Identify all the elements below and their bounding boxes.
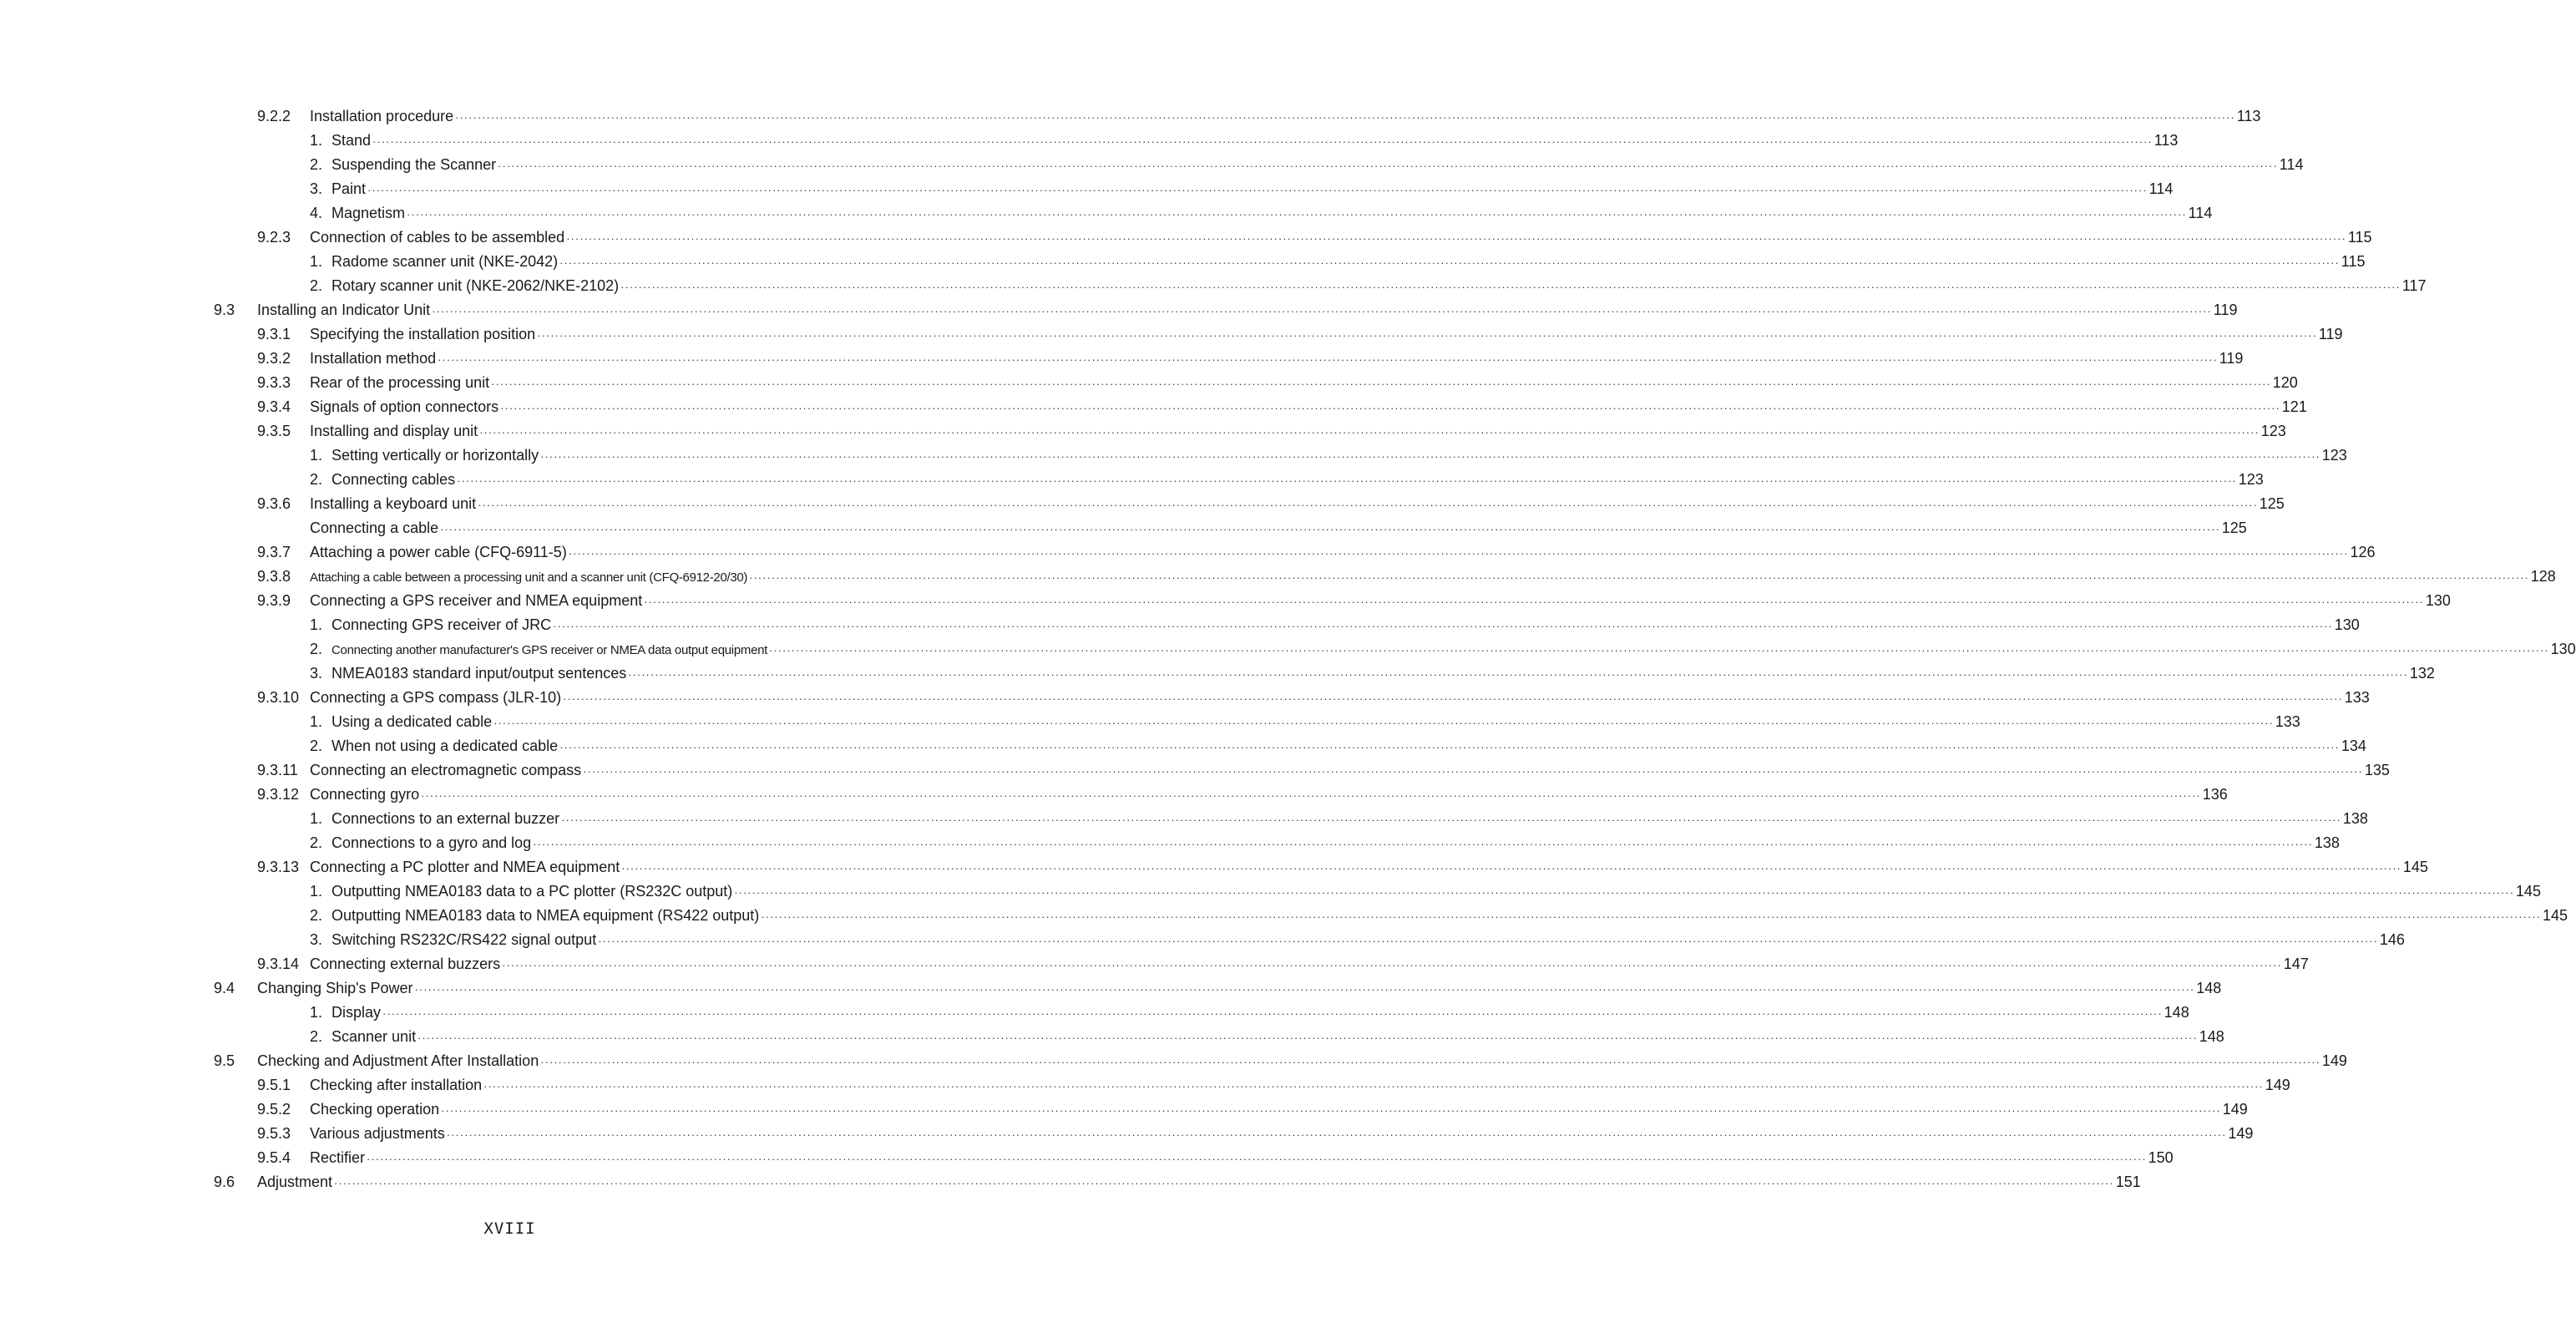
- toc-entry-number: 3.: [310, 931, 323, 948]
- toc-entry-title: Connecting a GPS compass (JLR-10): [310, 689, 562, 706]
- toc-entry-title: Connecting a GPS receiver and NMEA equipment: [310, 592, 643, 609]
- toc-entry-title: Outputting NMEA0183 data to NMEA equipment (RS422 output): [331, 907, 760, 924]
- toc-entry-title: Connecting GPS receiver of JRC: [331, 616, 552, 633]
- page-number: XVIII: [483, 1219, 536, 1238]
- toc-entry-title: Rotary scanner unit (NKE-2062/NKE-2102): [331, 277, 620, 294]
- toc-entry-number: 9.3.10: [257, 689, 300, 706]
- dot-leader: ················································································································································································································································································································································································································: [563, 692, 2343, 705]
- toc-entry-number: 9.3.5: [257, 423, 291, 439]
- toc-entry-page: 121: [2281, 398, 2307, 415]
- toc-entry-page: 115: [2341, 253, 2366, 270]
- toc-entry-number: 9.3.4: [257, 398, 291, 415]
- toc-entry: [0, 976, 2222, 1001]
- dot-leader: ················································································································································································································································································································································································································: [498, 160, 2278, 172]
- toc-entry-title: Setting vertically or horizontally: [331, 447, 539, 464]
- toc-entry: [0, 444, 2347, 468]
- dot-leader: ················································································································································································································································································································································································································: [440, 523, 2220, 535]
- toc-entry-number: 1.: [310, 253, 323, 270]
- toc-entry-number: 2.: [310, 471, 323, 488]
- toc-entry-title: Specifying the installation position: [310, 326, 536, 342]
- toc-entry-title: Using a dedicated cable: [331, 713, 493, 730]
- toc-entry-title: Checking and Adjustment After Installation: [257, 1052, 539, 1069]
- toc-entry-page: 150: [2148, 1149, 2174, 1166]
- dot-leader: ················································································································································································································································································································································································································: [432, 305, 2212, 317]
- toc-entry-page: 119: [2318, 326, 2343, 342]
- toc-entry: [0, 807, 2368, 831]
- dot-leader: ················································································································································································································································································································································································································: [568, 547, 2349, 560]
- toc-entry-number: 1.: [310, 447, 323, 464]
- toc-entry: [0, 1025, 2224, 1049]
- toc-entry-number: 2.: [310, 277, 323, 294]
- toc-entry-title: Suspending the Scanner: [331, 156, 497, 173]
- toc-entry: [0, 1097, 2248, 1122]
- toc-entry-page: 119: [2219, 350, 2244, 367]
- dot-leader: ················································································································································································································································································································································································································: [644, 596, 2424, 608]
- toc-entry: [0, 322, 2343, 347]
- toc-entry: [0, 371, 2298, 395]
- toc-entry-title: Attaching a cable between a processing unit and a scanner unit (CFQ-6912-20/30): [310, 570, 748, 585]
- toc-entry: [0, 734, 2366, 758]
- toc-entry-title: Paint: [331, 180, 367, 197]
- dot-leader: ················································································································································································································································································································································································································: [367, 1153, 2147, 1165]
- toc-entry-number: 9.5.4: [257, 1149, 291, 1166]
- toc-entry-number: 9.3.13: [257, 859, 300, 875]
- toc-entry-page: 128: [2530, 568, 2556, 585]
- toc-entry: [0, 129, 2179, 153]
- toc-entry-number: 3.: [310, 180, 323, 197]
- toc-entry-page: 125: [2259, 495, 2285, 512]
- toc-entry: [0, 783, 2228, 807]
- toc-entry-title: Adjustment: [257, 1174, 333, 1190]
- toc-entry-page: 114: [2188, 205, 2213, 221]
- dot-leader: ················································································································································································································································································································································································································: [446, 1128, 2227, 1141]
- toc-entry-page: 120: [2272, 374, 2298, 391]
- toc-entry-title: Connecting external buzzers: [310, 956, 501, 972]
- toc-entry-title: Various adjustments: [310, 1125, 445, 1142]
- toc-entry-page: 134: [2341, 738, 2366, 754]
- toc-entry-title: Stand: [331, 132, 372, 149]
- toc-entry: [0, 104, 2261, 129]
- dot-leader: ················································································································································································································································································································································································································: [559, 741, 2340, 753]
- toc-entry-number: 9.2.2: [257, 108, 291, 124]
- toc-entry-title: Installing and display unit: [310, 423, 478, 439]
- toc-entry-number: 9.5.2: [257, 1101, 291, 1118]
- toc-entry-page: 115: [2347, 229, 2372, 246]
- toc-entry: [0, 250, 2366, 274]
- dot-leader: ················································································································································································································································································································································································································: [438, 353, 2218, 366]
- toc-entry-title: Rear of the processing unit: [310, 374, 490, 391]
- dot-leader: ················································································································································································································································································································································································································: [559, 256, 2340, 269]
- dot-leader: ················································································································································································································································································································································································································: [478, 499, 2258, 511]
- toc-entry-title: Attaching a power cable (CFQ-6911-5): [310, 544, 567, 560]
- toc-entry-page: 135: [2364, 762, 2390, 778]
- dot-leader: ················································································································································································································································································································································································································: [483, 1080, 2264, 1092]
- dot-leader: ················································································································································································································································································································································································································: [334, 1177, 2114, 1189]
- toc-entry-number: 9.3: [214, 302, 235, 318]
- toc-entry-number: 9.3.1: [257, 326, 291, 342]
- toc-entry-page: 149: [2228, 1125, 2254, 1142]
- toc-entry-page: 113: [2153, 132, 2179, 149]
- toc-entry-page: 145: [2542, 907, 2568, 924]
- toc-entry-number: 1.: [310, 1004, 323, 1021]
- toc-entry: [0, 177, 2174, 201]
- toc-entry-page: 148: [2199, 1028, 2224, 1045]
- toc-entry: [0, 565, 2556, 589]
- dot-leader: ················································································································································································································································································································································································································: [407, 208, 2187, 221]
- toc-entry-title: Installing an Indicator Unit: [257, 302, 431, 318]
- toc-entry-page: 130: [2425, 592, 2451, 609]
- toc-entry-title: Display: [331, 1004, 382, 1021]
- toc-entry-number: 2.: [310, 641, 323, 657]
- dot-leader: ················································································································································································································································································································································································································: [749, 571, 2529, 584]
- dot-leader: ················································································································································································································································································································································································································: [734, 886, 2514, 899]
- toc-entry-page: 145: [2402, 859, 2428, 875]
- toc-entry-page: 125: [2221, 520, 2247, 536]
- toc-entry-number: 9.3.11: [257, 762, 298, 778]
- toc-entry-page: 138: [2314, 834, 2340, 851]
- toc-entry: [0, 1170, 2141, 1194]
- toc-entry: [0, 1146, 2174, 1170]
- toc-entry: [0, 1001, 2189, 1025]
- toc-entry-number: 9.2.3: [257, 229, 291, 246]
- toc-entry-title: Connecting a cable: [310, 520, 439, 536]
- dot-leader: ················································································································································································································································································································································································································: [553, 620, 2333, 632]
- toc-entry-title: Changing Ship's Power: [257, 980, 413, 996]
- toc-entry-title: Magnetism: [331, 205, 406, 221]
- toc-entry-page: 114: [2279, 156, 2304, 173]
- toc-entry: [0, 153, 2304, 177]
- toc-entry-page: 123: [2260, 423, 2286, 439]
- toc-entry-page: 136: [2202, 786, 2228, 803]
- toc-entry: [0, 831, 2340, 855]
- toc-entry-number: 9.3.9: [257, 592, 291, 609]
- dot-leader: ················································································································································································································································································································································································································: [457, 474, 2237, 487]
- toc-entry: [0, 952, 2309, 976]
- toc-entry-title: Checking operation: [310, 1101, 440, 1118]
- toc-entry-page: 147: [2283, 956, 2309, 972]
- dot-leader: ················································································································································································································································································································································································································: [533, 838, 2313, 850]
- toc-entry-title: Rectifier: [310, 1149, 366, 1166]
- toc-entry-page: 123: [2321, 447, 2347, 464]
- toc-entry-title: NMEA0183 standard input/output sentences: [331, 665, 627, 682]
- toc-entry-title: Switching RS232C/RS422 signal output: [331, 931, 597, 948]
- dot-leader: ················································································································································································································································································································································································································: [628, 668, 2408, 681]
- dot-leader: ················································································································································································································································································································································································································: [455, 111, 2235, 124]
- dot-leader: ················································································································································································································································································································································································································: [620, 281, 2401, 293]
- toc-entry-number: 9.3.6: [257, 495, 291, 512]
- toc-entry: [0, 1073, 2290, 1097]
- toc-entry-title: Connecting cables: [331, 471, 456, 488]
- toc-entry-number: 3.: [310, 665, 323, 682]
- dot-leader: ················································································································································································································································································································································································································: [621, 862, 2401, 874]
- dot-leader: ················································································································································································································································································································································································································: [479, 426, 2260, 438]
- toc-entry: [0, 1049, 2347, 1073]
- toc-entry-number: 2.: [310, 907, 323, 924]
- dot-leader: ················································································································································································································································································································································································································: [598, 935, 2378, 947]
- dot-leader: ················································································································································································································································································································································································································: [761, 910, 2541, 923]
- dot-leader: ················································································································································································································································································································································································································: [414, 983, 2195, 996]
- toc-entry: [0, 395, 2307, 419]
- toc-entry-title: Installing a keyboard unit: [310, 495, 477, 512]
- toc-entry: [0, 1122, 2254, 1146]
- toc-entry: [0, 637, 2576, 662]
- toc-entry: [0, 758, 2390, 783]
- toc-entry: [0, 613, 2360, 637]
- toc-entry: [0, 468, 2264, 492]
- toc-entry-page: 130: [2550, 641, 2576, 657]
- toc-entry-title: Installation procedure: [310, 108, 454, 124]
- toc-entry-number: 9.4: [214, 980, 235, 996]
- toc-entry-title: Scanner unit: [331, 1028, 417, 1045]
- dot-leader: ················································································································································································································································································································································································································: [561, 814, 2341, 826]
- toc-entry-page: 126: [2350, 544, 2376, 560]
- toc-entry-number: 2.: [310, 738, 323, 754]
- toc-entry: [0, 855, 2428, 880]
- toc-entry-title: Connecting gyro: [310, 786, 420, 803]
- toc-entry: [0, 226, 2372, 250]
- toc-entry-page: 151: [2115, 1174, 2141, 1190]
- toc-entry-number: 1.: [310, 810, 323, 827]
- toc-entry-title: Connecting another manufacturer's GPS receiver or NMEA data output equipment: [331, 643, 768, 657]
- toc-entry: [0, 492, 2285, 516]
- dot-leader: ················································································································································································································································································································································································································: [382, 1007, 2163, 1020]
- toc-entry-number: 1.: [310, 713, 323, 730]
- toc-entry-number: 9.5.3: [257, 1125, 291, 1142]
- toc-entry: [0, 516, 2247, 540]
- toc-entry-title: Connecting an electromagnetic compass: [310, 762, 582, 778]
- toc-entry-number: 1.: [310, 132, 323, 149]
- toc-entry: [0, 201, 2213, 226]
- toc-entry: [0, 880, 2541, 904]
- toc-entry-title: Connection of cables to be assembled: [310, 229, 565, 246]
- dot-leader: ················································································································································································································································································································································································································: [441, 1104, 2221, 1117]
- toc-entry-title: Connections to a gyro and log: [331, 834, 532, 851]
- toc-entry-title: Connections to an external buzzer: [331, 810, 560, 827]
- toc-entry-title: Connecting a PC plotter and NMEA equipment: [310, 859, 620, 875]
- toc-entry-number: 9.3.7: [257, 544, 291, 560]
- toc-entry-number: 1.: [310, 616, 323, 633]
- toc-entry-number: 4.: [310, 205, 323, 221]
- toc-entry-page: 130: [2334, 616, 2360, 633]
- toc-entry-page: 149: [2321, 1052, 2347, 1069]
- toc-entry-page: 146: [2379, 931, 2405, 948]
- toc-entry: [0, 274, 2427, 298]
- toc-entry-title: Checking after installation: [310, 1077, 483, 1093]
- dot-leader: ················································································································································································································································································································································································································: [502, 959, 2282, 971]
- dot-leader: ················································································································································································································································································································································································································: [566, 232, 2346, 245]
- toc-entry: [0, 710, 2300, 734]
- dot-leader: ················································································································································································································································································································································································································: [537, 329, 2317, 342]
- toc-entry: [0, 589, 2451, 613]
- dot-leader: ················································································································································································································································································································································································································: [540, 450, 2320, 463]
- toc-entry-title: Radome scanner unit (NKE-2042): [331, 253, 559, 270]
- toc-entry: [0, 904, 2568, 928]
- dot-leader: ················································································································································································································································································································································································································: [769, 644, 2549, 656]
- dot-leader: ················································································································································································································································································································································································································: [367, 184, 2148, 196]
- toc-entry-page: 149: [2265, 1077, 2290, 1093]
- dot-leader: ················································································································································································································································································································································································································: [500, 402, 2280, 414]
- toc-entry: [0, 686, 2370, 710]
- toc-entry-number: 9.5: [214, 1052, 235, 1069]
- toc-entry-title: When not using a dedicated cable: [331, 738, 559, 754]
- toc-entry-page: 138: [2342, 810, 2368, 827]
- toc-entry-page: 149: [2222, 1101, 2248, 1118]
- dot-leader: ················································································································································································································································································································································································································: [418, 1032, 2198, 1044]
- toc-entry-page: 123: [2238, 471, 2264, 488]
- toc-entry-title: Signals of option connectors: [310, 398, 499, 415]
- toc-entry-page: 132: [2409, 665, 2435, 682]
- table-of-contents: [0, 104, 2576, 1194]
- toc-entry: [0, 298, 2238, 322]
- toc-entry-page: 148: [2196, 980, 2222, 996]
- toc-entry-number: 2.: [310, 834, 323, 851]
- toc-entry: [0, 662, 2435, 686]
- dot-leader: ················································································································································································································································································································································································································: [493, 717, 2274, 729]
- toc-entry-number: 9.3.8: [257, 568, 291, 585]
- dot-leader: ················································································································································································································································································································································································································: [421, 789, 2201, 802]
- toc-entry: [0, 347, 2244, 371]
- toc-entry-number: 1.: [310, 883, 323, 900]
- toc-entry-number: 2.: [310, 156, 323, 173]
- toc-entry-number: 9.3.12: [257, 786, 300, 803]
- toc-entry-title: Installation method: [310, 350, 437, 367]
- toc-entry-page: 119: [2213, 302, 2238, 318]
- dot-leader: ················································································································································································································································································································································································································: [491, 378, 2271, 390]
- dot-leader: ················································································································································································································································································································································································································: [372, 135, 2153, 148]
- toc-entry-page: 113: [2236, 108, 2261, 124]
- dot-leader: ················································································································································································································································································································································································································: [540, 1056, 2320, 1068]
- toc-entry-page: 117: [2401, 277, 2427, 294]
- toc-entry: [0, 540, 2376, 565]
- toc-entry-number: 9.3.2: [257, 350, 291, 367]
- toc-entry-page: 133: [2344, 689, 2370, 706]
- toc-entry-number: 9.6: [214, 1174, 235, 1190]
- toc-entry-number: 9.5.1: [257, 1077, 291, 1093]
- toc-entry-number: 9.3.14: [257, 956, 300, 972]
- toc-entry-title: Outputting NMEA0183 data to a PC plotter (RS232C output): [331, 883, 733, 900]
- toc-entry: [0, 928, 2405, 952]
- toc-entry-number: 9.3.3: [257, 374, 291, 391]
- toc-entry-number: 2.: [310, 1028, 323, 1045]
- toc-entry-page: 148: [2164, 1004, 2189, 1021]
- toc-entry-page: 114: [2148, 180, 2174, 197]
- toc-entry: [0, 419, 2286, 444]
- dot-leader: ················································································································································································································································································································································································································: [583, 765, 2363, 778]
- toc-entry-page: 133: [2275, 713, 2300, 730]
- toc-entry-page: 145: [2515, 883, 2541, 900]
